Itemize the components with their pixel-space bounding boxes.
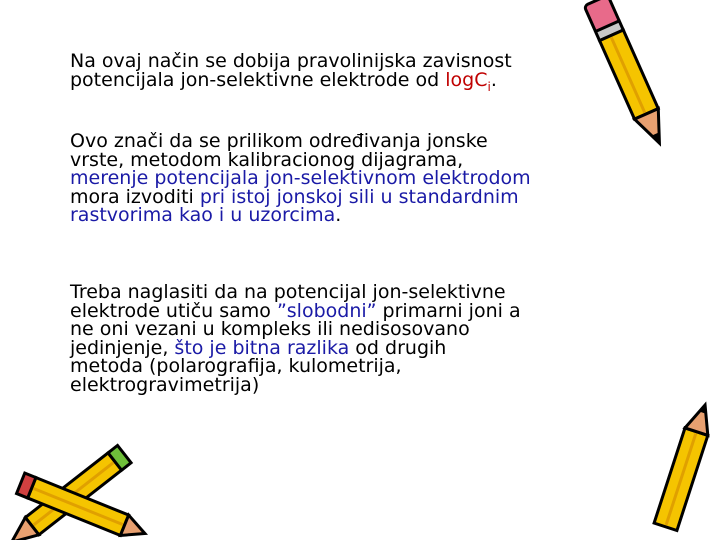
- subscript-i: i: [487, 79, 491, 94]
- log-term: [445, 68, 491, 94]
- emphasis-text: rastvorima kao i u uzorcima: [70, 204, 336, 226]
- text-span: vrste, metodom kalibracionog dijagrama,: [70, 148, 464, 171]
- paragraph-1: [70, 52, 512, 96]
- text-span: metoda (polarografija, kulometrija,: [70, 355, 402, 377]
- text-span: od drugih: [349, 336, 447, 359]
- pencil-icon: [650, 400, 720, 540]
- pencil-icon: [578, 0, 678, 150]
- text-line: [70, 373, 521, 396]
- emphasis-text: što je bitna razlika: [174, 336, 350, 359]
- text-span: C: [474, 68, 488, 91]
- text-span: elektrogravimetrija): [70, 373, 260, 396]
- text-span: jedinjenje,: [70, 336, 175, 359]
- text-span: .: [490, 68, 497, 91]
- text-span: log: [445, 68, 475, 91]
- text-span: Treba naglasiti da na potencijal jon-selektivne: [70, 281, 506, 303]
- text-span: Na ovaj način se dobija pravolinijska zavisnost: [70, 50, 512, 72]
- emphasis-text: merenje potencijala jon-selektivnom elektrodom: [70, 167, 531, 189]
- emphasis-text: ”slobodni”: [276, 299, 377, 322]
- text-line: [70, 68, 512, 96]
- text-span: Ovo znači da se prilikom određivanja jonske: [70, 130, 488, 152]
- text-span: primarni joni a: [376, 299, 521, 322]
- text-span: .: [335, 204, 342, 226]
- text-line: [70, 206, 531, 225]
- text-span: mora izvoditi: [70, 185, 200, 208]
- paragraph-2: [70, 132, 531, 225]
- text-span: elektrode utiču samo: [70, 299, 277, 322]
- paragraph-3: [70, 283, 521, 394]
- emphasis-text: pri istoj jonskoj sili u standardnim: [199, 185, 519, 208]
- text-span: potencijala jon-selektivne elektrode od: [70, 68, 446, 91]
- crossed-pencils-icon: [0, 430, 150, 540]
- text-span: ne oni vezani u kompleks ili nedisosovano: [70, 318, 470, 340]
